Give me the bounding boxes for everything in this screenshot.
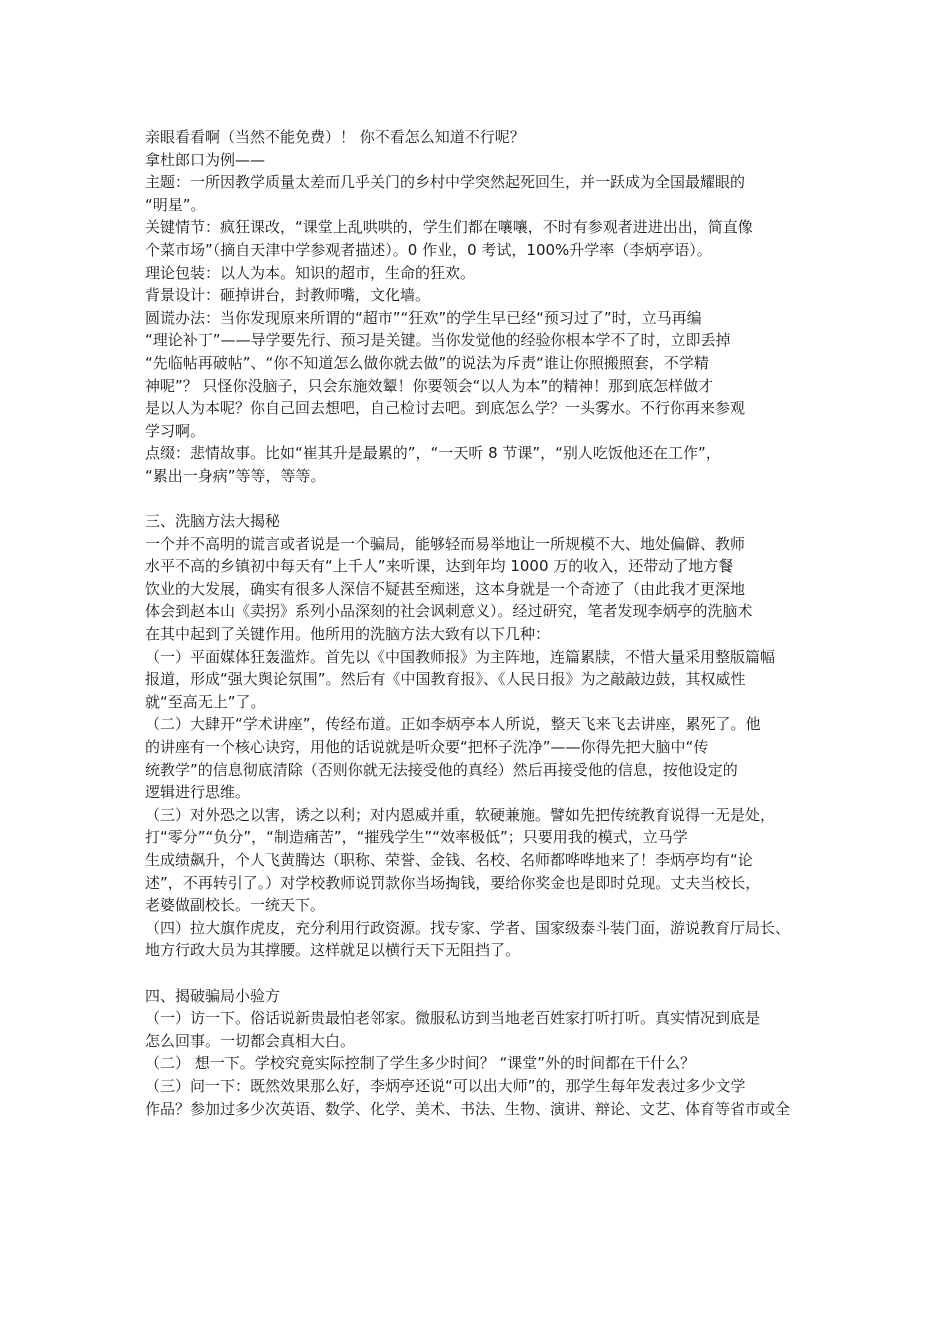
paragraph-spacer xyxy=(145,962,815,985)
text-line: 逻辑进行思维。 xyxy=(145,783,251,802)
text-line: （三）对外恐之以害，诱之以利；对内恩威并重，软硬兼施。譬如先把传统教育说得一无是处， xyxy=(145,805,776,824)
text-line: 学习啊。 xyxy=(145,421,206,440)
text-line: 背景设计：砸掉讲台，封教师嘴，文化墙。 xyxy=(145,286,431,305)
text-line: “理论补丁”——导学要先行、预习是关键。当你发觉他的经验你根本学不了时，立即丢掉 xyxy=(145,331,731,350)
intro-block xyxy=(145,126,815,488)
text-line: 拿杜郎口为例—— xyxy=(145,150,266,169)
text-line: （二）大肆开“学术讲座”，传经布道。正如李炳亭本人所说，整天飞来飞去讲座，累死了。他 xyxy=(145,715,761,734)
text-line: （四）拉大旗作虎皮，充分利用行政资源。找专家、学者、国家级泰斗装门面，游说教育厅局长、 xyxy=(145,918,791,937)
text-line: 生成绩飙升，个人飞黄腾达（职称、荣誉、金钱、名校、名师都哗哗地来了！李炳亭均有“论 xyxy=(145,851,753,869)
text-line: 体会到赵本山《卖拐》系列小品深刻的社会讽刺意义）。经过研究，笔者发现李炳亭的洗脑术 xyxy=(145,602,753,621)
text-line: “累出一身病”等等，等等。 xyxy=(145,466,326,485)
text-line: 在其中起到了关键作用。他所用的洗脑方法大致有以下几种： xyxy=(145,625,551,644)
text-line: （一）平面媒体狂轰滥炸。首先以《中国教师报》为主阵地，连篇累牍，不惜大量采用整版篇幅 xyxy=(145,647,776,666)
text-line: 作品？参加过多少次英语、数学、化学、美术、书法、生物、演讲、辩论、文艺、体育等省市或全 xyxy=(145,1099,791,1118)
section-4 xyxy=(145,985,815,1121)
text-line: 主题：一所因教学质量太差而几乎关门的乡村中学突然起死回生，并一跃成为全国最耀眼的 xyxy=(145,173,746,192)
text-line: “先临帖再破帖”、“你不知道怎么做你就去做”的说法为斥责“谁让你照搬照套，不学精 xyxy=(145,353,709,372)
section-heading: 四、揭破骗局小验方 xyxy=(145,986,281,1005)
text-line: 关键情节：疯狂课改，“课堂上乱哄哄的，学生们都在嚷嚷，不时有参观者进进出出，简直像 xyxy=(145,218,753,237)
text-line: 报道，形成“强大舆论氛围”。然后有《中国教育报》、《人民日报》为之敲敲边鼓，其权威性 xyxy=(145,670,746,689)
text-line: 神呢”？ 只怪你没脑子，只会东施效颦！你要领会“以人为本”的精神！那到底怎样做才 xyxy=(145,376,714,395)
text-line: 就“至高无上”了。 xyxy=(145,692,266,711)
text-line: 点缀：悲情故事。比如“崔其升是最累的”，“一天听 8 节课”，“别人吃饭他还在工作”， xyxy=(145,444,721,463)
text-line: （一）访一下。俗话说新贵最怕老邻家。微服私访到当地老百姓家打听打听。真实情况到底是 xyxy=(145,1009,761,1028)
text-line: 统教学”的信息彻底清除（否则你就无法接受他的真经）然后再接受他的信息，按他设定的 xyxy=(145,760,738,779)
section-3 xyxy=(145,510,815,962)
text-line: 述”，不再转引了。）对学校教师说罚款你当场掏钱，要给你奖金也是即时兑现。丈夫当校长， xyxy=(145,873,761,892)
document-page xyxy=(145,126,815,1120)
text-line: 理论包装：以人为本。知识的超市，生命的狂欢。 xyxy=(145,263,476,282)
text-line: （三）问一下：既然效果那么好，李炳亭还说“可以出大师”的，那学生每年发表过多少文学 xyxy=(145,1076,746,1095)
text-line: 打“零分”“负分”，“制造痛苦”，“摧残学生”“效率极低”；只要用我的模式，立马学 xyxy=(145,828,688,847)
text-line: （二） 想一下。学校究竟实际控制了学生多少时间？ “课堂”外的时间都在干什么？ xyxy=(145,1054,696,1073)
text-line: 地方行政大员为其撑腰。这样就足以横行天下无阻挡了。 xyxy=(145,941,521,960)
section-heading: 三、洗脑方法大揭秘 xyxy=(145,512,281,531)
text-line: 一个并不高明的谎言或者说是一个骗局，能够轻而易举地让一所规模不大、地处偏僻、教师 xyxy=(145,534,746,553)
text-line: 个菜市场”（摘自天津中学参观者描述）。0 作业，0 考试，100%升学率（李炳亭语）。 xyxy=(145,240,712,259)
text-line: 是以人为本呢？你自己回去想吧，自己检讨去吧。到底怎么学？一头雾水。不行你再来参观 xyxy=(145,399,746,418)
text-line: 老婆做副校长。一统天下。 xyxy=(145,896,326,915)
paragraph-spacer xyxy=(145,488,815,511)
text-line: 的讲座有一个核心诀窍，用他的话说就是听众要“把杯子洗净”——你得先把大脑中“传 xyxy=(145,738,709,757)
text-line: 怎么回事。一切都会真相大白。 xyxy=(145,1031,356,1050)
text-line: 饮业的大发展，确实有很多人深信不疑甚至痴迷，这本身就是一个奇迹了（由此我才更深地 xyxy=(145,579,746,598)
text-line: 水平不高的乡镇初中每天有“上千人”来听课，达到年均 1000 万的收入，还带动了地方餐 xyxy=(145,557,734,576)
text-line: 亲眼看看啊（当然不能免费）！ 你不看怎么知道不行呢？ xyxy=(145,128,525,146)
text-line: “明星”。 xyxy=(145,195,206,214)
text-line: 圆谎办法：当你发现原来所谓的“超市”“狂欢”的学生早已经“预习过了”时，立马再编 xyxy=(145,308,702,327)
